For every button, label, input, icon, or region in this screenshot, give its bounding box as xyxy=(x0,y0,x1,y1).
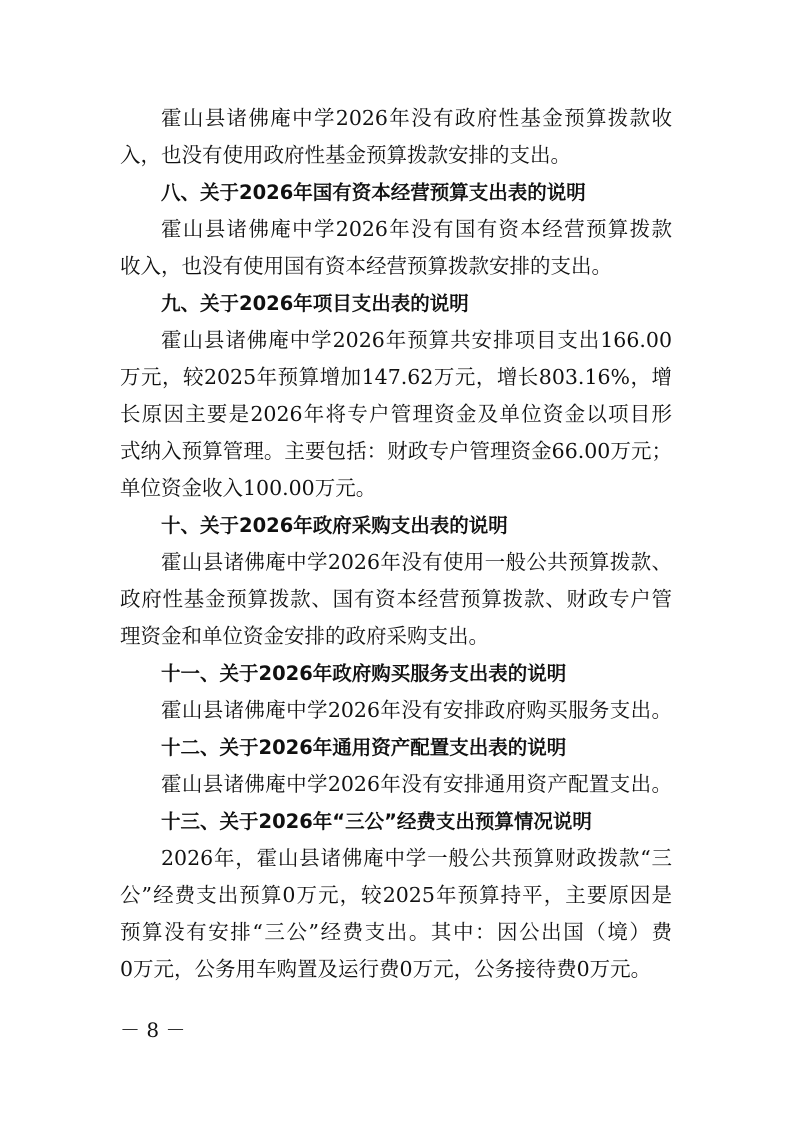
paragraph-line: 政府性基金预算拨款、国有资本经营预算拨款、财政专户管 xyxy=(120,587,672,611)
section-heading: 八、关于2026年国有资本经营预算支出表的说明 xyxy=(161,181,586,204)
page-number: － 8 － xyxy=(120,1018,186,1042)
paragraph-line: 霍山县诸佛庵中学2026年没有安排政府购买服务支出。 xyxy=(161,698,672,722)
paragraph-line: 入，也没有使用政府性基金预算拨款安排的支出。 xyxy=(120,143,571,167)
paragraph-line: 0万元，公务用车购置及运行费0万元，公务接待费0万元。 xyxy=(120,957,652,981)
section-heading: 十一、关于2026年政府购买服务支出表的说明 xyxy=(161,662,567,685)
paragraph-line: 公”经费支出预算0万元，较2025年预算持平，主要原因是 xyxy=(120,883,672,907)
paragraph-line: 霍山县诸佛庵中学2026年预算共安排项目支出166.00 xyxy=(161,328,672,352)
paragraph-line: 霍山县诸佛庵中学2026年没有政府性基金预算拨款收 xyxy=(161,106,672,130)
paragraph-line: 霍山县诸佛庵中学2026年没有国有资本经营预算拨款 xyxy=(161,217,672,241)
paragraph-line: 预算没有安排“三公”经费支出。其中：因公出国（境）费 xyxy=(120,920,672,944)
section-heading: 十、关于2026年政府采购支出表的说明 xyxy=(161,514,508,537)
document-body xyxy=(120,100,672,988)
paragraph-line: 收入，也没有使用国有资本经营预算拨款安排的支出。 xyxy=(120,254,612,278)
paragraph-line: 单位资金收入100.00万元。 xyxy=(120,476,377,500)
paragraph-line: 长原因主要是2026年将专户管理资金及单位资金以项目形 xyxy=(120,402,672,426)
paragraph-line: 理资金和单位资金安排的政府采购支出。 xyxy=(120,624,489,648)
section-heading: 十三、关于2026年“三公”经费支出预算情况说明 xyxy=(161,810,592,833)
paragraph-line: 式纳入预算管理。主要包括：财政专户管理资金66.00万元； xyxy=(120,439,672,463)
section-heading: 九、关于2026年项目支出表的说明 xyxy=(161,292,469,315)
paragraph-line: 霍山县诸佛庵中学2026年没有使用一般公共预算拨款、 xyxy=(161,550,672,574)
section-heading: 十二、关于2026年通用资产配置支出表的说明 xyxy=(161,736,567,759)
paragraph-line: 2026年，霍山县诸佛庵中学一般公共预算财政拨款“三 xyxy=(161,846,672,870)
paragraph-line: 万元，较2025年预算增加147.62万元，增长803.16%，增 xyxy=(120,365,672,389)
paragraph-line: 霍山县诸佛庵中学2026年没有安排通用资产配置支出。 xyxy=(161,772,672,796)
